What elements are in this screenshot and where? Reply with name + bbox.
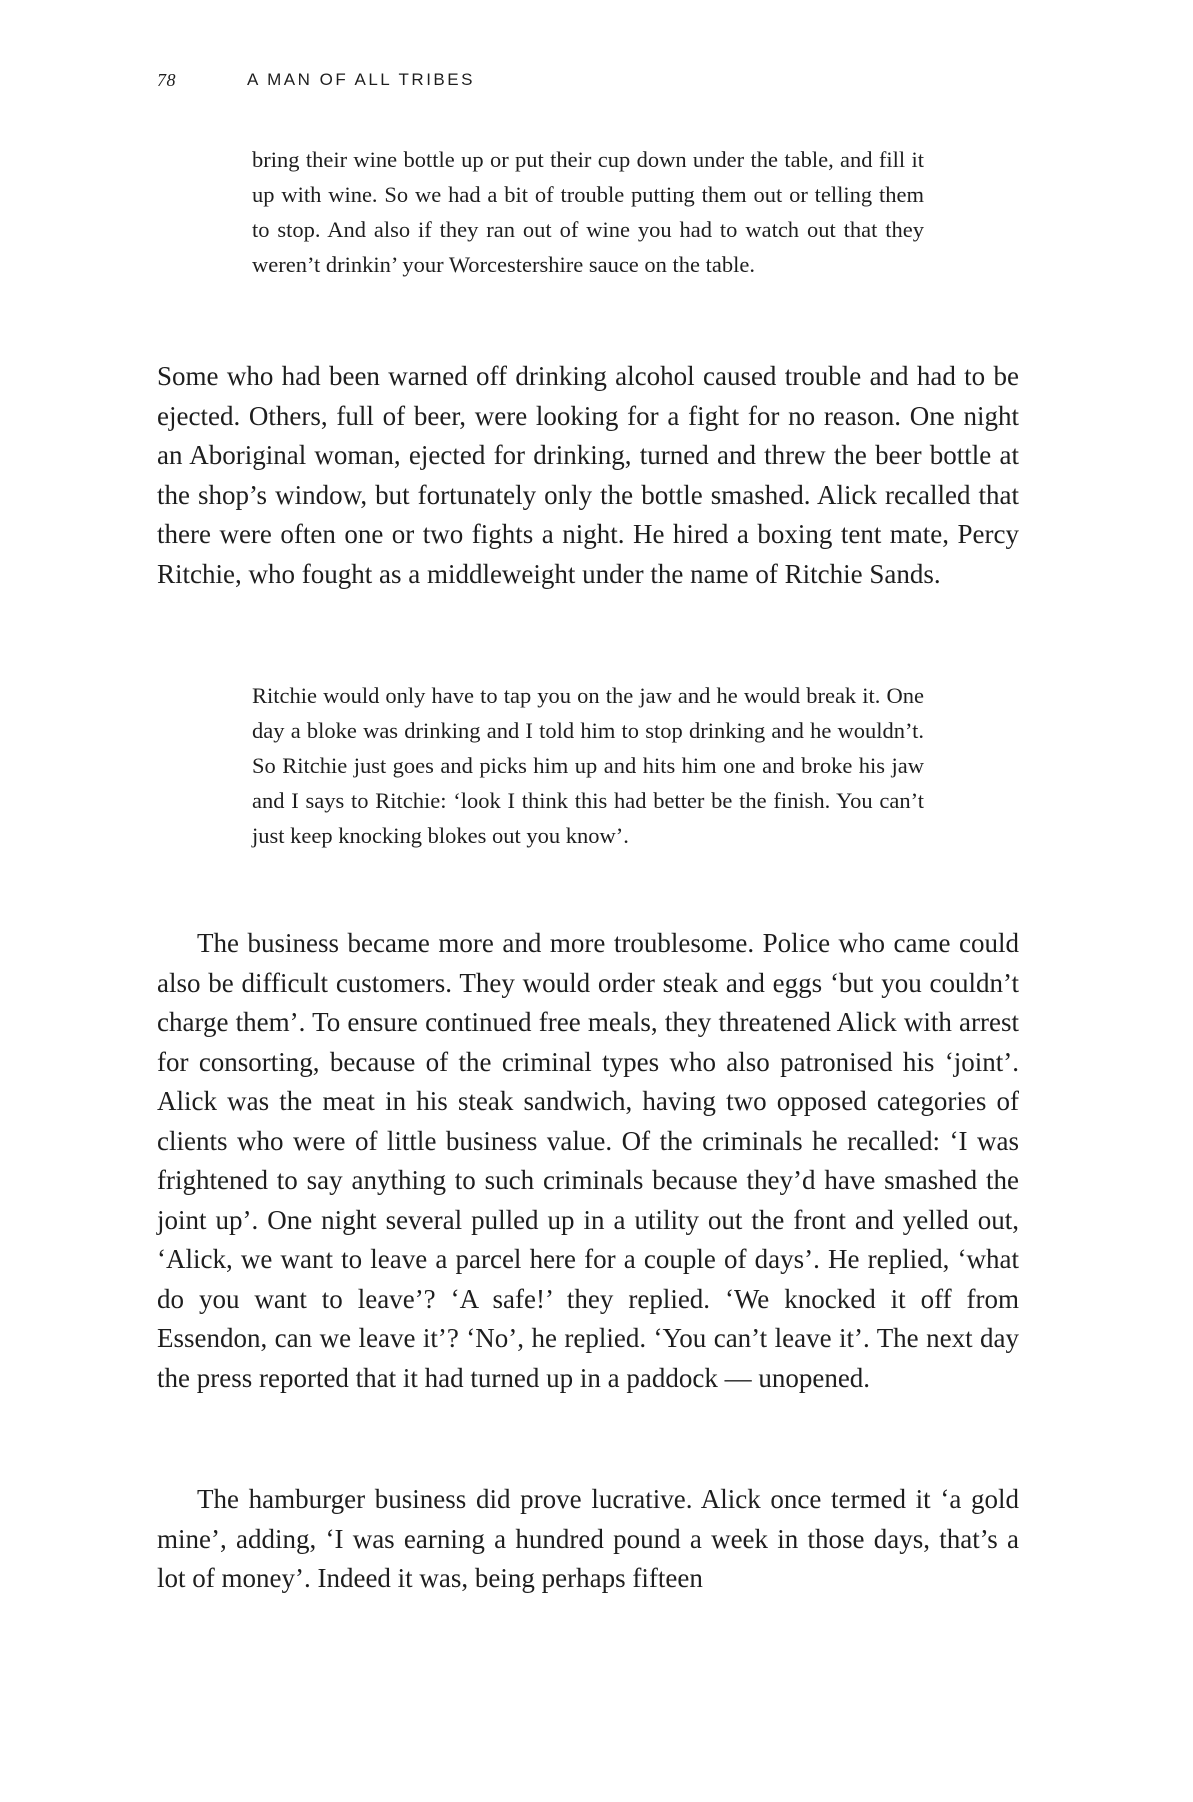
paragraph-hamburger: The hamburger business did prove lucrative. Alick once termed it ‘a gold mine’, adding, ‘I was earning a hundred pound a week in those days, that’s a lot of money’. Indeed it was, being perhaps fifteen xyxy=(157,1484,1019,1593)
paragraph-police: The business became more and more troublesome. Police who came could also be difficult customers. They would order steak and eggs ‘but you couldn’t charge them’. To ensure continued free meals, they threatened Alick with arrest for consorting, because of the criminal types who also patronised his ‘joint’. Alick was the meat in his steak sandwich, having two opposed categories of clients who were of little business value. Of the criminals he recalled: ‘I was frightened to say anything to such criminals because they’d have smashed the joint up’. One night several pulled up in a utility out the front and yelled out, ‘Alick, we want to leave a parcel here for a couple of days’. He replied, ‘what do you want to leave’? ‘A safe!’ they replied. ‘We knocked it off from Essendon, can we leave it’? ‘No’, he replied. ‘You can’t leave it’. The next day the press reported that it had turned up in a paddock — unopened. xyxy=(157,928,1019,1393)
block-quote-ritchie: Ritchie would only have to tap you on the jaw and he would break it. One day a bloke was drinking and I told him to stop drinking and he wouldn’t. So Ritchie just goes and picks him up and hits him one and broke his jaw and I says to Ritchie: ‘look I think this had better be the finish. You can’t just keep knocking blokes out you know’. xyxy=(252,683,924,848)
block-quote-wine: bring their wine bottle up or put their cup down under the table, and fill it up with wine. So we had a bit of trouble putting them out or telling them to stop. And also if they ran out of wine you had to watch out that they weren’t drinkin’ your Worcestershire sauce on the table. xyxy=(252,147,924,277)
paragraph-ejections: Some who had been warned off drinking alcohol caused trouble and had to be ejected. Others, full of beer, were looking for a fight for no reason. One night an Aboriginal woman, ejected for drinking, turned and threw the beer bottle at the shop’s window, but fortunately only the bottle smashed. Alick recalled that there were often one or two fights a night. He hired a boxing tent mate, Percy Ritchie, who fought as a middleweight under the name of Ritchie Sands. xyxy=(157,361,1019,589)
book-title: A MAN OF ALL TRIBES xyxy=(247,70,475,89)
running-head xyxy=(157,70,1037,94)
page-number: 78 xyxy=(157,70,176,90)
